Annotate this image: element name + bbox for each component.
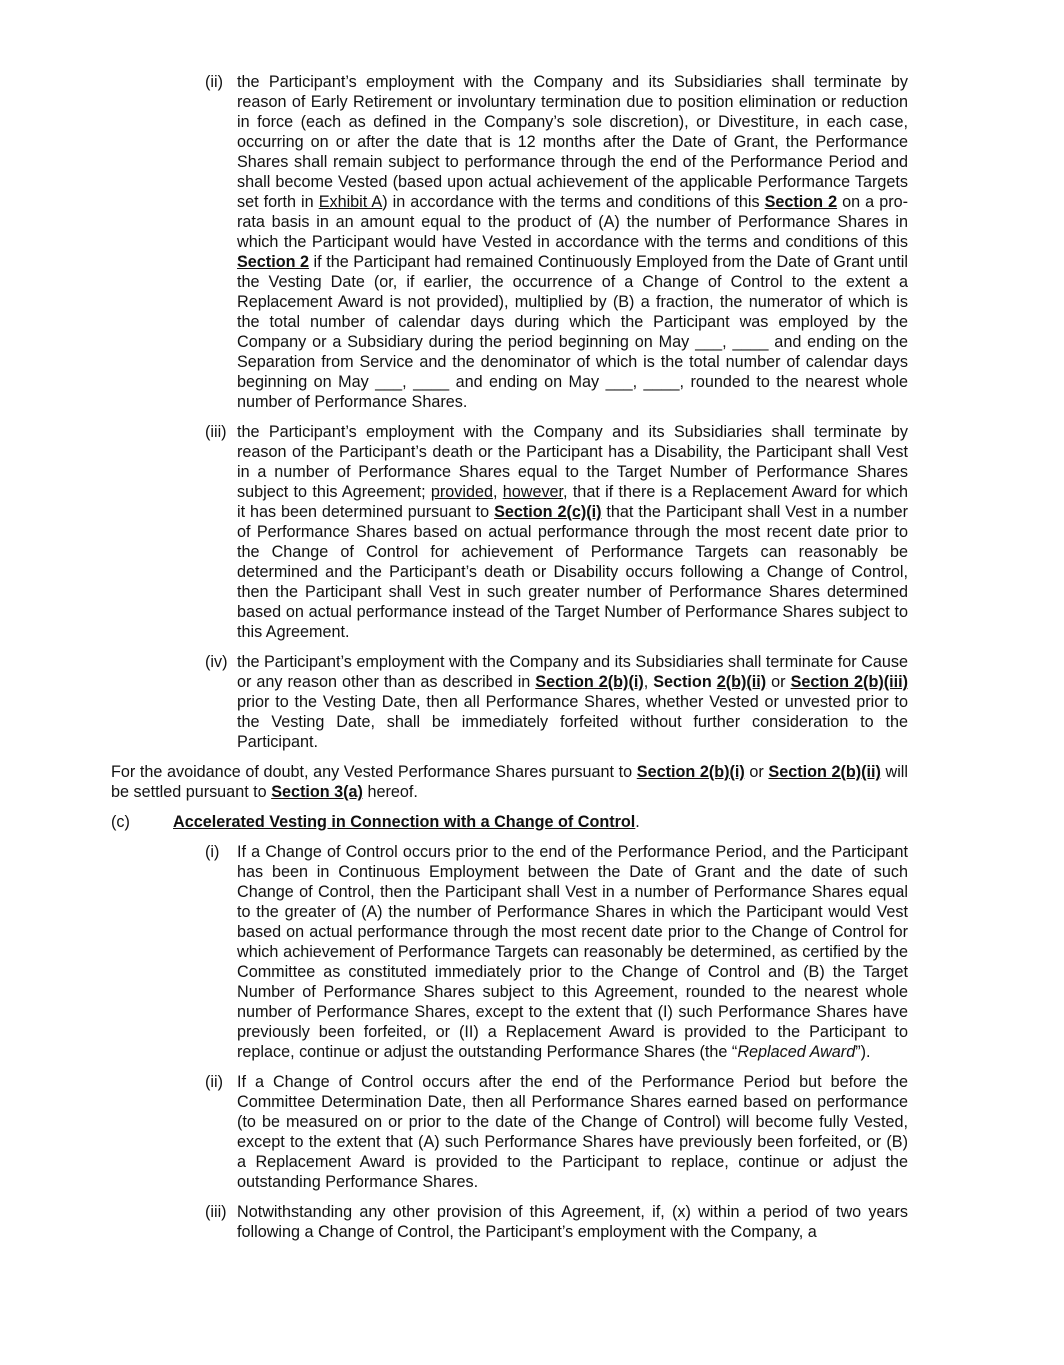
section-c-heading <box>111 812 908 832</box>
clause-text: the Participant’s employment with the Company and its Subsidiaries shall terminate by reason of the Participant’s death or the Participant has a Disability, the Participant shall Vest in a number of Performance Shares equal to the Target Number of Performance Shares subject to this Agreement; provided, however, that if there is a Replacement Award for which it has been determined pursuant to Section 2(c)(i) that the Participant shall Vest in a number of Performance Shares based on actual performance through the most recent date prior to the Change of Control for achievement of Performance Targets can reasonably be determined and the Participant’s death or Disability occurs following a Change of Control, then the Participant shall Vest in such greater number of Performance Shares determined based on actual performance instead of the Target Number of Performance Shares subject to this Agreement. <box>237 423 909 641</box>
section-ref[interactable]: Section 2(b)(i) <box>636 763 745 781</box>
document-page <box>111 72 908 1242</box>
section-number: (c) <box>111 813 130 831</box>
clause-c-ii <box>205 1072 908 1192</box>
clause-text: Notwithstanding any other provision of this Agreement, if, (x) within a period of two years following a Change of Control, the Participant’s employment with the Company, a <box>237 1203 908 1241</box>
clause-c-i <box>205 842 908 1062</box>
clause-number: (iv) <box>205 653 228 671</box>
clause-text: the Participant’s employment with the Company and its Subsidiaries shall terminate for Cause or any reason other than as described in Section 2(b)(i), Section 2(b)(ii) or Section 2(b)(iii) prior to the Vesting Date, then all Performance Shares, whether Vested or unvested prior to the Vesting Date, shall be immediately forfeited without further consideration to the Participant. <box>237 653 908 751</box>
clause-number: (iii) <box>205 423 227 441</box>
clause-b-iv <box>205 652 908 752</box>
clause-text: the Participant’s employment with the Company and its Subsidiaries shall terminate by reason of Early Retirement or involuntary termination due to position elimination or reduction in force (each as defined in the Company’s sole discretion), or Divestiture, in each case, occurring on or after the date that is 12 months after the Date of Grant, the Performance Shares shall remain subject to performance through the end of the Performance Period and shall become Vested (based upon actual achievement of the applicable Performance Targets set forth in Exhibit A) in accordance with the terms and conditions of this Section 2 on a pro-rata basis in an amount equal to the product of (A) the number of Performance Shares in which the Participant would have Vested in accordance with the terms and conditions of this Section 2 if the Participant had remained Continuously Employed from the Date of Grant until the Vesting Date (or, if earlier, the occurrence of a Change of Control to the extent a Replacement Award is not provided), multiplied by (B) a fraction, the numerator of which is the total number of calendar days during which the Participant was employed by the Company or a Subsidiary during the period beginning on May ___, ____ and ending on the Separation from Service and the denominator of which is the total number of calendar days beginning on May ___, ____ and ending on May ___, ____, rounded to the nearest whole number of Performance Shares. <box>237 73 909 411</box>
clause-b-ii <box>205 72 908 412</box>
exhibit-a-link[interactable]: Exhibit A <box>318 193 383 211</box>
clause-c-iii <box>205 1202 908 1242</box>
clause-b-iii <box>205 422 908 642</box>
clause-text: If a Change of Control occurs after the end of the Performance Period but before the Committee Determination Date, then all Performance Shares earned based on performance (to be measured on or prior to the date of the Change of Control) will become fully Vested, except to the extent that (A) such Performance Shares have previously been forfeited, or (B) a Replacement Award is provided to the Participant to replace, continue or adjust the outstanding Performance Shares. <box>237 1073 908 1191</box>
section-ref[interactable]: Section 2(c)(i) <box>494 503 602 521</box>
section-ref[interactable]: Section 2 <box>764 193 838 211</box>
clause-number: (iii) <box>205 1203 227 1221</box>
clause-text: If a Change of Control occurs prior to the end of the Performance Period, and the Participant has been in Continuous Employment between the Date of Grant and the date of such Change of Control, then the Participant shall Vest in a number of Performance Shares equal to the greater of (A) the number of Performance Shares in which the Participant would Vest based on actual performance through the most recent date prior to the Change of Control for which achievement of Performance Targets can reasonably be determined, as certified by the Committee as constituted immediately prior to the Change of Control and (B) the Target Number of Performance Shares subject to this Agreement, rounded to the nearest whole number of Performance Shares, except to the extent that (I) such Performance Shares have previously been forfeited, or (II) a Replacement Award is provided to the Participant to replace, continue or adjust the outstanding Performance Shares (the “Replaced Award”). <box>237 843 908 1061</box>
section-ref[interactable]: Section 2(b)(iii) <box>790 673 908 691</box>
clause-number: (ii) <box>205 73 223 91</box>
avoidance-paragraph: For the avoidance of doubt, any Vested Performance Shares pursuant to Section 2(b)(i) or Section 2(b)(ii) will be settled pursuant to Section 3(a) hereof. <box>111 763 909 801</box>
section-ref[interactable]: Section 2(b)(ii) <box>768 763 881 781</box>
section-ref[interactable]: Section 2(b)(i) <box>535 673 644 691</box>
section-ref[interactable]: Section 2 <box>237 253 310 271</box>
clause-number: (i) <box>205 843 220 861</box>
section-ref[interactable]: 2(b)(ii) <box>716 673 767 691</box>
section-ref[interactable]: Section 3(a) <box>271 783 363 801</box>
section-title: Accelerated Vesting in Connection with a Change of Control. <box>173 813 640 831</box>
clause-number: (ii) <box>205 1073 223 1091</box>
